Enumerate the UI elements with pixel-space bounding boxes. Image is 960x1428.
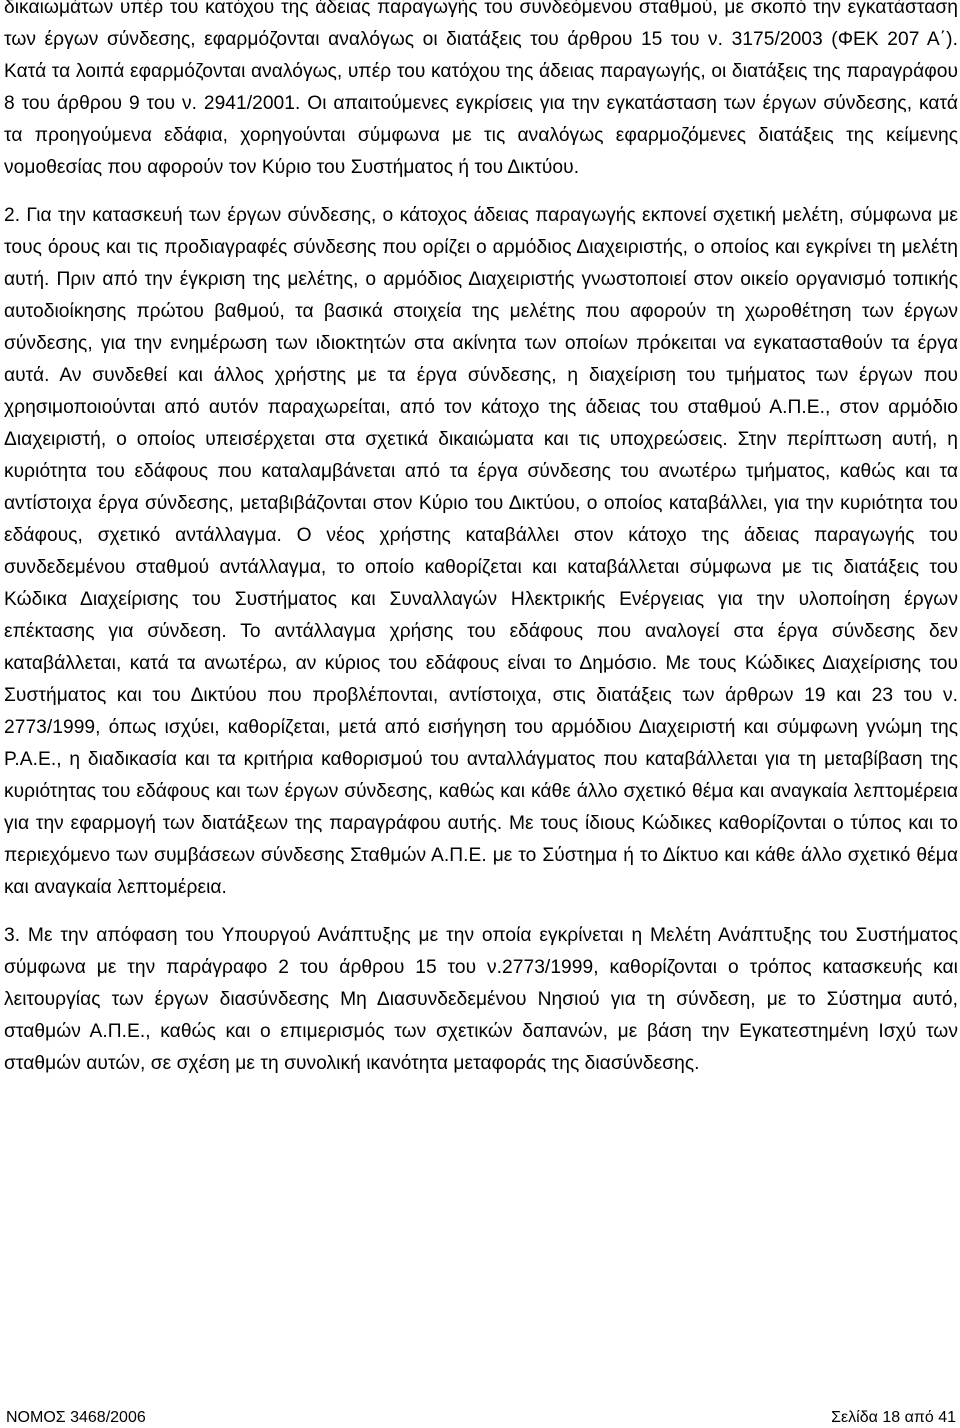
paragraph-3: 3. Με την απόφαση του Υπουργού Ανάπτυξης με την οποία εγκρίνεται η Μελέτη Ανάπτυξης του Συστήματος σύμφωνα με την παράγραφο 2 του άρθρου 15 του ν.2773/1999, καθορίζονται ο τρόπος κατασκευής και λειτουργίας των έργων διασύνδεσης Μη Διασυνδεδεμένου Νησιού για τη σύνδεση, με το Σύστημα αυτό, σταθμών Α.Π.Ε., καθώς και ο επιμερισμός των σχετικών δαπανών, με βάση την Εγκατεστημένη Ισχύ των σταθμών αυτών, σε σχέση με τη συνολική ικανότητα μεταφοράς της διασύνδεσης. (4, 925, 958, 1074)
paragraph-continuation: δικαιωμάτων υπέρ του κατόχου της άδειας παραγωγής του συνδεόμενου σταθμού, με σκοπό την εγκατάσταση των έργων σύνδεσης, εφαρμόζονται αναλόγως οι διατάξεις του άρθρου 15 του ν. 3175/2003 (ΦΕΚ 207 Α΄). Κατά τα λοιπά εφαρμόζονται αναλόγως, υπέρ του κατόχου της άδειας παραγωγής, οι διατάξεις της παραγράφου 8 του άρθρου 9 του ν. 2941/2001. Οι απαιτούμενες εγκρίσεις για την εγκατάσταση των έργων σύνδεσης, κατά τα προηγούμενα εδάφια, χορηγούνται σύμφωνα με τις αναλόγως εφαρμοζόμενες διατάξεις της κείμενης νομοθεσίας που αφορούν τον Κύριο του Συστήματος ή του Δικτύου. (4, 0, 958, 178)
footer-page-number: Σελίδα 18 από 41 (831, 1409, 956, 1426)
page-footer (6, 1408, 956, 1428)
footer-law-title: ΝΟΜΟΣ 3468/2006 (6, 1409, 146, 1426)
document-body (4, 0, 958, 1080)
paragraph-2: 2. Για την κατασκευή των έργων σύνδεσης, ο κάτοχος άδειας παραγωγής εκπονεί σχετική μελέτη, σύμφωνα με τους όρους και τις προδιαγραφές σύνδεσης που ορίζει ο αρμόδιος Διαχειριστής, ο οποίος και εγκρίνει τη μελέτη αυτή. Πριν από την έγκριση της μελέτης, ο αρμόδιος Διαχειριστής γνωστοποιεί στον οικείο οργανισμό τοπικής αυτοδιοίκησης πρώτου βαθμού, τα βασικά στοιχεία της μελέτης που αφορούν τη χωροθέτηση των έργων σύνδεσης, για την ενημέρωση των ιδιοκτητών στα ακίνητα των οποίων πρόκειται να εγκατασταθούν τα έργα αυτά. Αν συνδεθεί και άλλος χρήστης με τα έργα σύνδεσης, η διαχείριση του τμήματος των έργων που χρησιμοποιούνται από αυτόν παραχωρείται, από τον κάτοχο της άδειας του σταθμού Α.Π.Ε., στον αρμόδιο Διαχειριστή, ο οποίος υπεισέρχεται στα σχετικά δικαιώματα και τις υποχρεώσεις. Στην περίπτωση αυτή, η κυριότητα του εδάφους που καταλαμβάνεται από τα έργα σύνδεσης του ανωτέρω τμήματος, καθώς και τα αντίστοιχα έργα σύνδεσης, μεταβιβάζονται στον Κύριο του Δικτύου, ο οποίος καταβάλλει, για την κυριότητα του εδάφους, σχετικό αντάλλαγμα. Ο νέος χρήστης καταβάλλει στον κάτοχο της άδειας παραγωγής του συνδεδεμένου σταθμού αντάλλαγμα, το οποίο καθορίζεται και καταβάλλεται σύμφωνα με τις διατάξεις του Κώδικα Διαχείρισης του Συστήματος και Συναλλαγών Ηλεκτρικής Ενέργειας για την υλοποίηση έργων επέκτασης για σύνδεση. Το αντάλλαγμα χρήσης του εδάφους που αναλογεί στα έργα σύνδεσης δεν καταβάλλεται, κατά τα ανωτέρω, αν κύριος του εδάφους είναι το Δημόσιο. Με τους Κώδικες Διαχείρισης του Συστήματος και του Δικτύου που προβλέπονται, αντίστοιχα, στις διατάξεις των άρθρων 19 και 23 του ν. 2773/1999, όπως ισχύει, καθορίζεται, μετά από εισήγηση του αρμόδιου Διαχειριστή και σύμφωνη γνώμη της Ρ.Α.Ε., η διαδικασία και τα κριτήρια καθορισμού του ανταλλάγματος που καταβάλλεται για τη μεταβίβαση της κυριότητας του εδάφους και των έργων σύνδεσης, καθώς και κάθε άλλο σχετικό θέμα και αναγκαία λεπτομέρεια για την εφαρμογή των διατάξεων της παραγράφου αυτής. Με τους ίδιους Κώδικες καθορίζονται ο τύπος και το περιεχόμενο των συμβάσεων σύνδεσης Σταθμών Α.Π.Ε. με το Σύστημα ή το Δίκτυο και κάθε άλλο σχετικό θέμα και αναγκαία λεπτομέρεια. (4, 205, 958, 898)
